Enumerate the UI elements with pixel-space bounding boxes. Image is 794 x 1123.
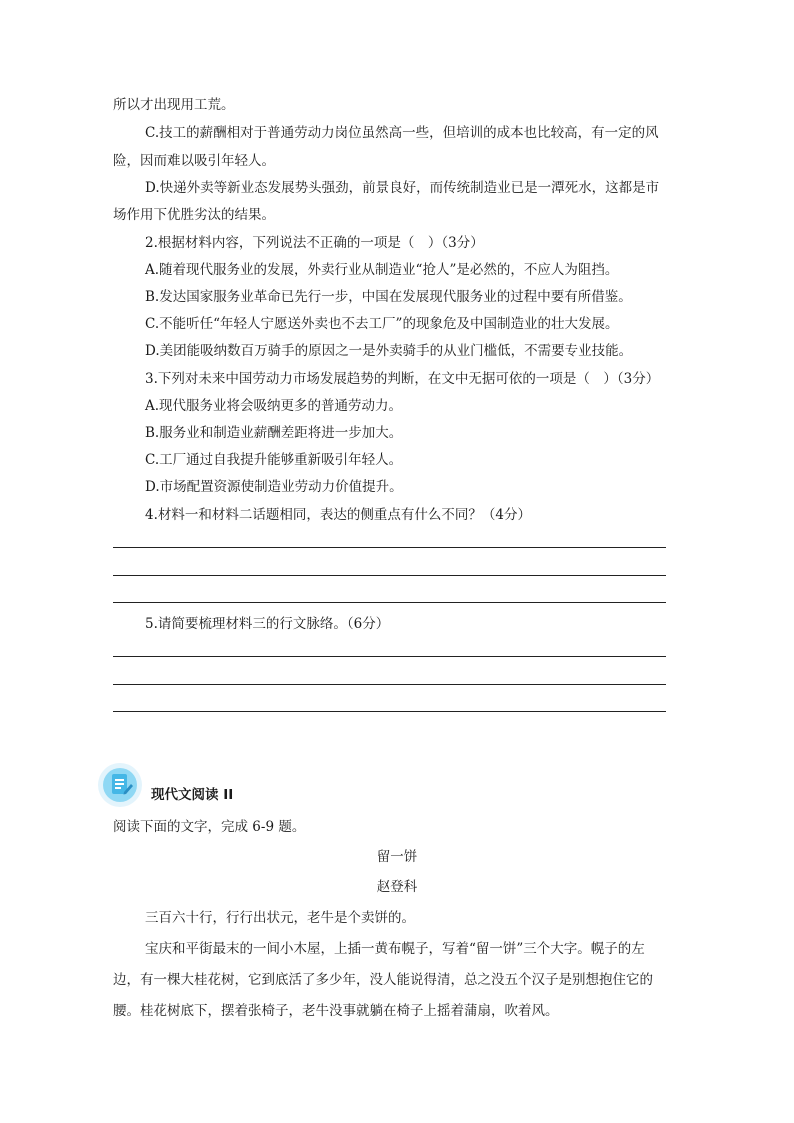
answer-line[interactable] [113, 684, 666, 685]
paragraph-line: 场作用下优胜劣汰的结果。 [113, 207, 275, 223]
question-2-option-b: B.发达国家服务业革命已先行一步，中国在发展现代服务业的过程中要有所借鉴。 [145, 289, 632, 305]
paragraph-line: 所以才出现用工荒。 [113, 97, 235, 113]
question-5-stem: 5.请简要梳理材料三的行文脉络。（6分） [145, 616, 390, 632]
story-title: 留一饼 [376, 849, 418, 865]
story-paragraph-line: 腰。桂花树底下，摆着张椅子，老牛没事就躺在椅子上摇着蒲扇，吹着风。 [113, 1003, 559, 1019]
question-2-option-d: D.美团能吸纳数百万骑手的原因之一是外卖骑手的从业门槛低，不需要专业技能。 [145, 343, 633, 359]
question-2-option-a: A.随着现代服务业的发展，外卖行业从制造业“抢人”是必然的，不应人为阻挡。 [145, 262, 619, 278]
section-header [97, 762, 233, 808]
answer-line[interactable] [113, 711, 666, 712]
section-title: 现代文阅读 II [151, 787, 234, 803]
answer-line[interactable] [113, 602, 666, 603]
notebook-pen-icon [97, 762, 143, 808]
section-instruction: 阅读下面的文字，完成 6-9 题。 [113, 819, 306, 835]
question-3-option-d: D.市场配置资源使制造业劳动力价值提升。 [145, 479, 403, 495]
story-paragraph-line: 宝庆和平街最末的一间小木屋，上插一黄布幌子，写着“留一饼”三个大字。幌子的左 [145, 941, 645, 957]
question-2-stem: 2.根据材料内容，下列说法不正确的一项是（ ）（3分） [145, 235, 484, 251]
answer-line[interactable] [113, 575, 666, 576]
story-paragraph-line: 边，有一棵大桂花树，它到底活了多少年，没人能说得清，总之没五个汉子是别想抱住它的 [113, 972, 653, 988]
question-3-option-a: A.现代服务业将会吸纳更多的普通劳动力。 [145, 398, 403, 414]
question-2-option-c: C.不能听任“年轻人宁愿送外卖也不去工厂”的现象危及中国制造业的壮大发展。 [145, 316, 619, 332]
paragraph-line: 险，因而难以吸引年轻人。 [113, 153, 275, 169]
paragraph-line: C.技工的薪酬相对于普通劳动力岗位虽然高一些，但培训的成本也比较高，有一定的风 [145, 125, 659, 141]
story-author: 赵登科 [376, 879, 418, 895]
question-3-option-c: C.工厂通过自我提升能够重新吸引年轻人。 [145, 452, 403, 468]
question-3-stem: 3.下列对未来中国劳动力市场发展趋势的判断，在文中无据可依的一项是（ ）（3分） [145, 371, 660, 387]
paragraph-line: D.快递外卖等新业态发展势头强劲，前景良好，而传统制造业已是一潭死水，这都是市 [145, 180, 660, 196]
question-3-option-b: B.服务业和制造业薪酬差距将进一步加大。 [145, 425, 403, 441]
answer-line[interactable] [113, 547, 666, 548]
story-paragraph-line: 三百六十行，行行出状元，老牛是个卖饼的。 [145, 910, 415, 926]
answer-line[interactable] [113, 656, 666, 657]
question-4-stem: 4.材料一和材料二话题相同，表达的侧重点有什么不同？（4分） [145, 507, 531, 523]
